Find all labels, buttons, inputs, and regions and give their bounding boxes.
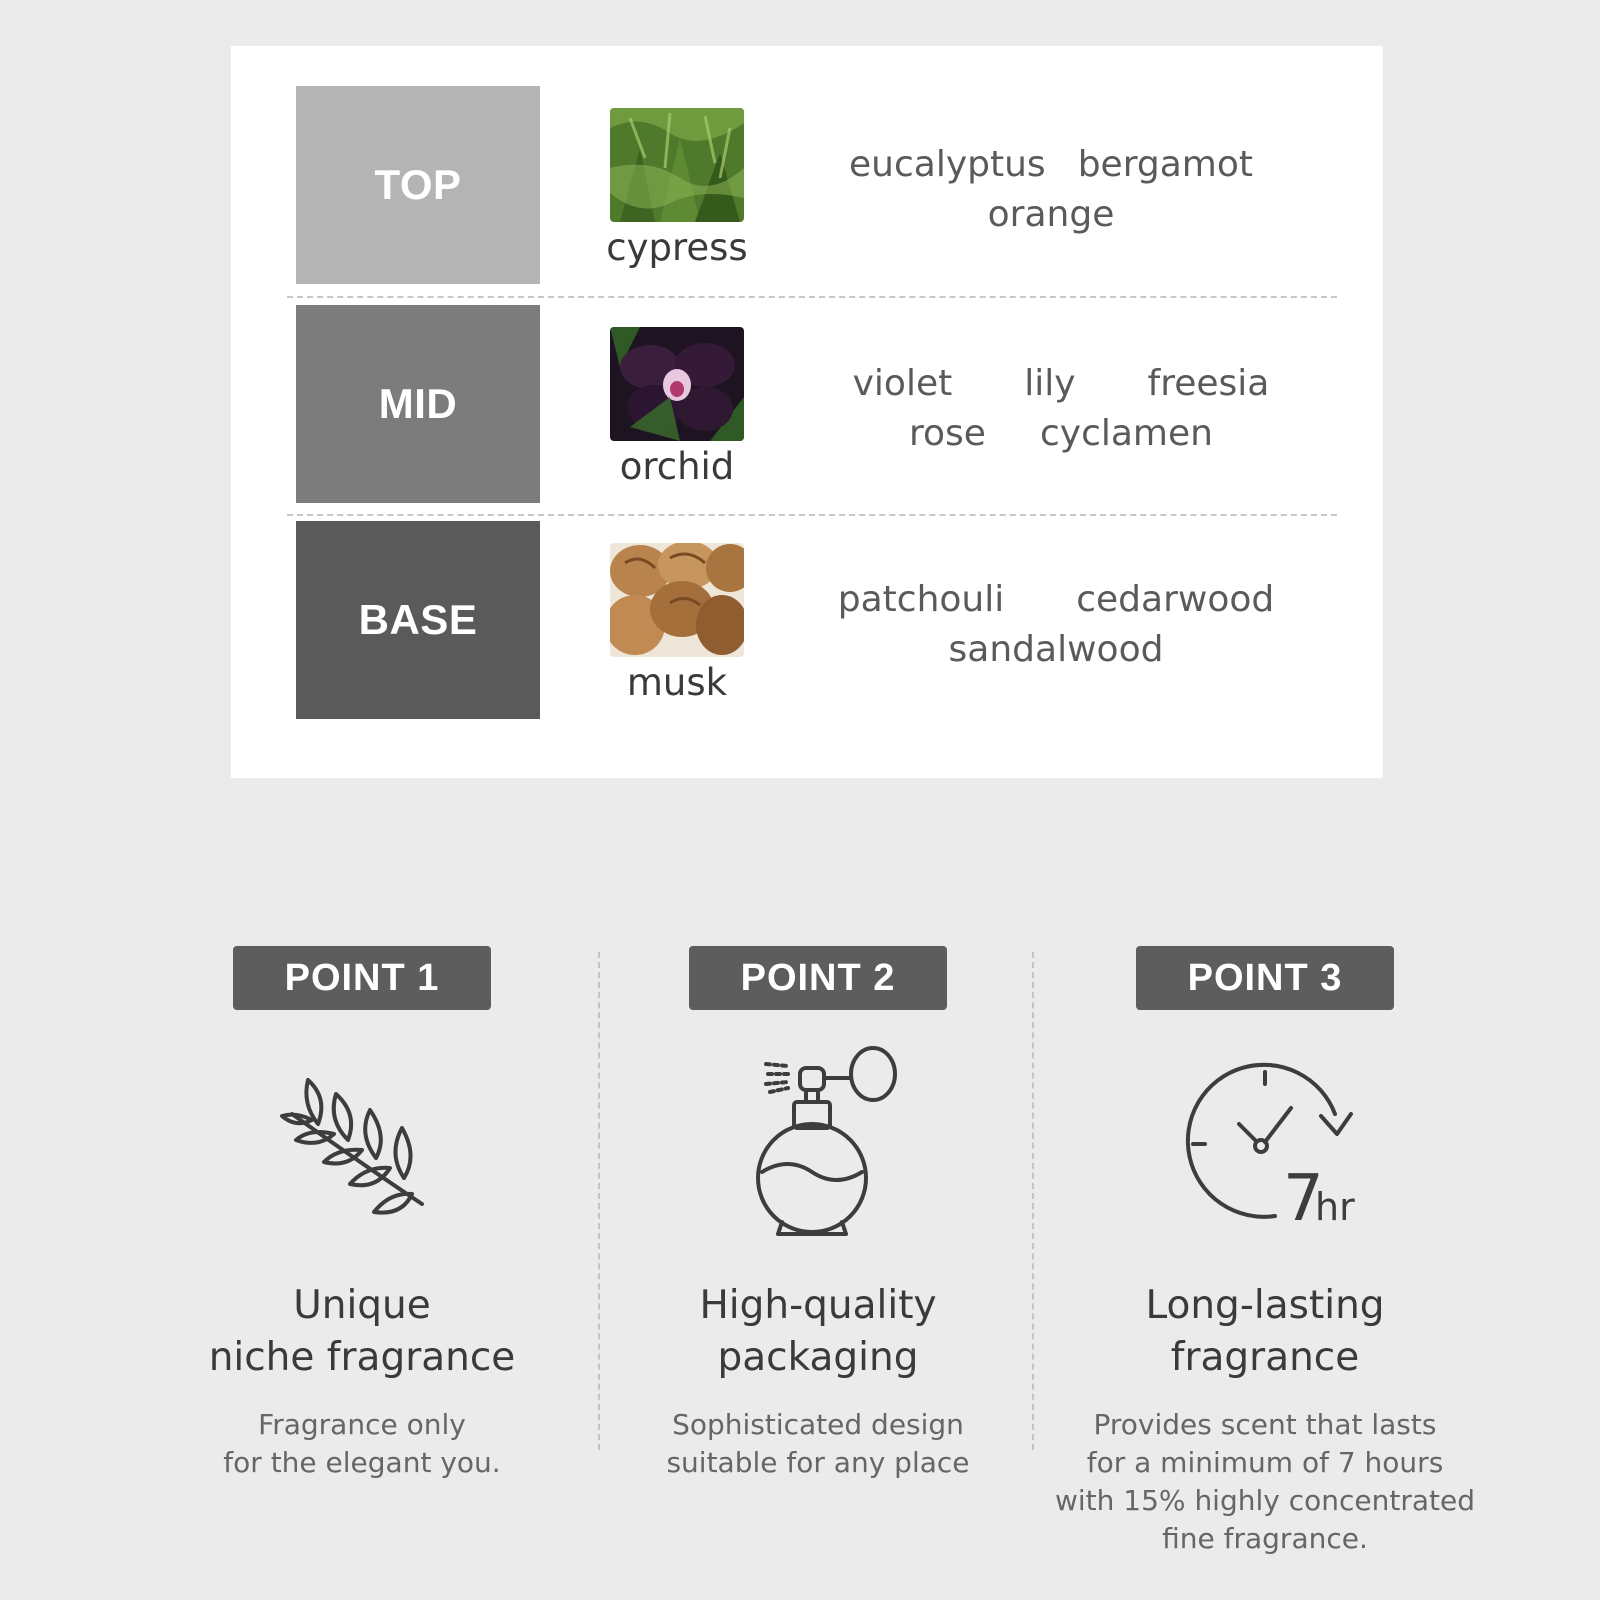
perfume-bottle-icon: [718, 1044, 918, 1244]
point-description: [152, 1406, 572, 1482]
sub-note: patchouli: [837, 579, 1005, 620]
point-badge: POINT 3: [1136, 946, 1394, 1010]
tier-label-base: BASE: [296, 521, 540, 719]
point-desc-line: Fragrance only: [258, 1408, 466, 1441]
point-desc-line: for a minimum of 7 hours: [1086, 1446, 1444, 1479]
sub-note: rose: [909, 413, 986, 454]
point-badge: POINT 2: [689, 946, 947, 1010]
clock-hours-unit: hr: [1315, 1185, 1355, 1229]
tier-label-mid: MID: [296, 305, 540, 503]
point-title-line: niche fragrance: [208, 1335, 516, 1380]
sub-note: violet: [852, 363, 953, 404]
musk-photo: [610, 543, 744, 657]
leaf-icon: [262, 1044, 462, 1244]
clock-7hr-icon: [1165, 1044, 1365, 1244]
main-note-label: cypress: [606, 226, 748, 269]
point-desc-line: Provides scent that lasts: [1093, 1408, 1437, 1441]
sub-note: orange: [987, 194, 1115, 235]
point-badge: POINT 1: [233, 946, 491, 1010]
point-title-line: packaging: [717, 1335, 919, 1380]
main-note-label: orchid: [619, 445, 735, 488]
note-row-top: [231, 86, 1383, 284]
sub-notes: [786, 575, 1326, 675]
point-separator: [598, 952, 600, 1450]
point-title: [608, 1280, 1028, 1384]
sub-note: lily: [1024, 363, 1076, 404]
point-desc-line: fine fragrance.: [1162, 1522, 1368, 1555]
sub-note: cyclamen: [1039, 413, 1213, 454]
main-note-label: musk: [626, 661, 728, 704]
point-title: [1055, 1280, 1475, 1384]
note-row-base: [231, 521, 1383, 719]
point-title-line: High-quality: [699, 1283, 937, 1328]
divider: [287, 514, 1337, 516]
point-desc-line: Sophisticated design: [672, 1408, 964, 1441]
sub-note: bergamot: [1077, 144, 1253, 185]
point-desc-line: for the elegant you.: [223, 1446, 501, 1479]
cypress-photo: [610, 108, 744, 222]
point-title-line: fragrance: [1170, 1335, 1360, 1380]
point-description: [608, 1406, 1028, 1482]
tier-label-top: TOP: [296, 86, 540, 284]
orchid-photo: [610, 327, 744, 441]
sub-note: freesia: [1147, 363, 1270, 404]
note-row-mid: [231, 305, 1383, 503]
sub-note: sandalwood: [948, 629, 1164, 670]
point-separator: [1032, 952, 1034, 1450]
sub-note: cedarwood: [1076, 579, 1275, 620]
point-desc-line: with 15% highly concentrated: [1055, 1484, 1475, 1517]
sub-notes: [801, 359, 1321, 459]
point-2: [608, 946, 1028, 1482]
sub-notes: [791, 140, 1311, 240]
divider: [287, 296, 1337, 298]
point-1: [152, 946, 572, 1482]
point-title-line: Unique: [293, 1283, 431, 1328]
point-title-line: Long-lasting: [1145, 1283, 1385, 1328]
point-description: [1055, 1406, 1475, 1558]
fragrance-notes-card: [231, 46, 1383, 778]
point-desc-line: suitable for any place: [666, 1446, 970, 1479]
point-title: [152, 1280, 572, 1384]
point-3: [1055, 946, 1475, 1558]
clock-hours-number: 7: [1283, 1162, 1324, 1236]
sub-note: eucalyptus: [849, 144, 1046, 185]
